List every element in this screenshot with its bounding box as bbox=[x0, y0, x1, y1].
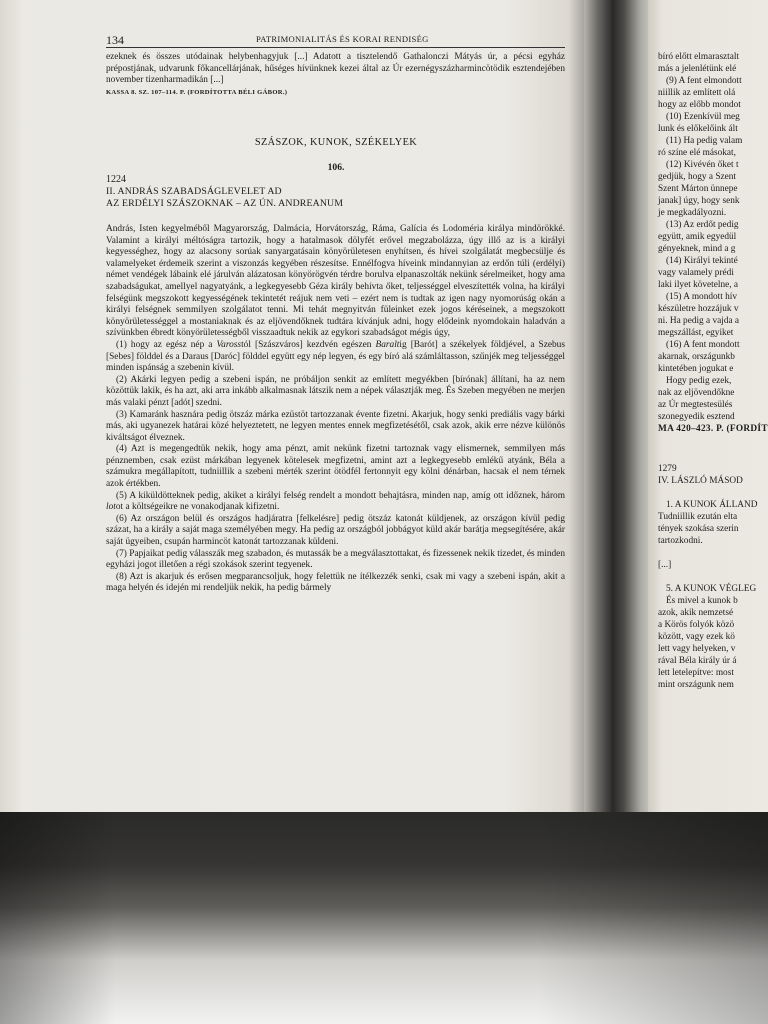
right-page-line: (9) A fent elmondott bbox=[666, 76, 742, 86]
p5-unit: lot bbox=[106, 502, 116, 513]
page-number: 134 bbox=[106, 33, 124, 47]
right-page-line: tények szokása szerin bbox=[658, 524, 739, 534]
right-page-line: bíró előtt elmarasztalt bbox=[658, 52, 740, 62]
paragraph-1 bbox=[106, 340, 565, 375]
right-page-line: (14) Királyi tekinté bbox=[666, 256, 738, 266]
header-rule bbox=[106, 47, 565, 48]
right-page-line: (12) Kivévén őket t bbox=[666, 160, 739, 170]
right-page-line: És mivel a kunok b bbox=[666, 596, 738, 606]
right-page-line: (11) Ha pedig valam bbox=[666, 136, 743, 146]
right-page-line: között, vagy ezek kö bbox=[658, 632, 735, 642]
right-page-line: kintetében jogukat e bbox=[658, 364, 734, 374]
document-number: 106. bbox=[327, 162, 345, 173]
right-page-line: nak az eljövendőkne bbox=[658, 388, 735, 398]
source-citation: KASSA 8. SZ. 107–114. P. (FORDÍTOTTA BÉLI GÁBOR.) bbox=[106, 88, 288, 96]
p1-place-2: Baralt bbox=[375, 339, 400, 350]
p1-pre: (1) hogy az egész nép a bbox=[116, 339, 217, 350]
paragraph-6: (6) Az országon belül és országos hadjáratra [felkelésre] pedig ötszáz katonát küldjenek, az országon kívül pedig százat, ha a király a saját maga személyében megy. Ha pedig az országból jobbágyot küld akár barátja megsegítésére, akár saját ügyeiben, csupán harmincöt katonát tartozzanak küldeni. bbox=[106, 513, 565, 548]
document-title-line-1: II. ANDRÁS SZABADSÁGLEVELET AD bbox=[106, 186, 282, 197]
running-head-title: PATRIMONIALITÁS ÉS KORAI RENDISÉG bbox=[256, 34, 429, 44]
right-page-line: szonegyedik esztend bbox=[658, 412, 735, 422]
right-page-line: 5. A KUNOK VÉGLEG bbox=[666, 584, 757, 594]
right-page-line: azok, akik nemzetsé bbox=[658, 608, 734, 618]
document-year: 1224 bbox=[106, 174, 126, 185]
p1-place-1: Vaross bbox=[216, 339, 242, 350]
right-page-line: akarnak, országunkb bbox=[658, 352, 735, 362]
document-title bbox=[106, 186, 566, 210]
right-page-line: más a jelenlétünk elé bbox=[658, 64, 737, 74]
paragraph-2: (2) Akárki legyen pedig a szebeni ispán, ne próbáljon senkit az említett megyékben [bírónak] állítani, ha az nem közöttük lakik, és ha azt, aki arra inkább alkalmasnak látszik nem a népek választják meg. És Szeben megyében ne merjen más valaki pénzt [adót] szedni. bbox=[106, 374, 565, 408]
right-page-line: készületre hozzájuk v bbox=[658, 304, 739, 314]
body-text bbox=[106, 224, 565, 595]
right-page-line: MA 420–423. P. (FORDÍT bbox=[658, 424, 768, 434]
p1-mid: tól [Szászváros] kezdvén egészen bbox=[241, 339, 376, 350]
right-page-line: IV. LÁSZLÓ MÁSOD bbox=[658, 476, 743, 486]
right-page-line: Szent Márton ünnepe bbox=[658, 184, 738, 194]
right-page-line: Tudniillik ezután elta bbox=[658, 512, 738, 522]
book-gutter bbox=[584, 0, 656, 812]
right-page-line: gedjük, hogy a Szent bbox=[658, 172, 736, 182]
right-page-line: (15) A mondott hív bbox=[666, 292, 738, 302]
right-page bbox=[648, 0, 768, 812]
right-page-line: ró színe elé másokat, bbox=[658, 148, 736, 158]
right-page-line: (13) Az erdőt pedig bbox=[666, 220, 739, 230]
right-page-line: janak] úgy, hogy senk bbox=[658, 196, 740, 206]
p5-pre: (5) A kiküldötteknek pedig, akiket a királyi felség rendelt a mondott behajtásra, minden nap, amíg ott időznek, három bbox=[116, 490, 565, 501]
right-page-line: je megkadályozni. bbox=[658, 208, 727, 218]
p5-post: ot a költségeikre ne vonakodjanak kifizetni. bbox=[115, 502, 280, 513]
right-page-line: laki ilyet követelne, a bbox=[658, 280, 739, 290]
right-page-line: 1279 bbox=[658, 464, 677, 474]
right-page-line: 1. A KUNOK ÁLLAND bbox=[666, 500, 758, 510]
right-page-line: Hogy pedig ezek, bbox=[666, 376, 732, 386]
document-title-line-2: AZ ERDÉLYI SZÁSZOKNAK – AZ ÚN. ANDREANUM bbox=[106, 197, 344, 209]
section-title: SZÁSZOK, KUNOK, SZÉKELYEK bbox=[254, 137, 418, 148]
scanner-bed-edge bbox=[0, 812, 768, 1024]
right-page-line: niillik az említett olá bbox=[658, 88, 736, 98]
right-page-line: megszállást, egyiket bbox=[658, 328, 734, 338]
continued-text: ezeknek és összes utódainak helybenhagyjuk [...] Adatott a tisztelendő Gathalonczi Mátyás úr, a pécsi egyház prépostjának, udvarunk főkancellárjának, hűséges hívünknek kezei által az Úr ezernégyszázharmincötödik esztendejében november tizenharmadikán [...] bbox=[106, 52, 565, 86]
right-page-line: (10) Ezenkívül meg bbox=[666, 112, 740, 122]
right-page-line: lett vagy helyeken, v bbox=[658, 644, 736, 654]
paragraph-4: (4) Azt is megengedtük nekik, hogy ama pénzt, amit nekünk fizetni tartoznak vagy elismernek, semmilyen más pénznemben, csak ezüst márkában legyenek kötelesek megfizetni, amint azt a legkegyesebb emlékű atyánk, Béla a számukra megállapított, tudniillik a szebeni mérték szerint ötödfél fertonnyit egy kölni dénárban, hacsak el nem térnek azok értékben. bbox=[106, 444, 565, 490]
paragraph-5 bbox=[106, 491, 565, 514]
paragraph-8: (8) Azt is akarjuk és erősen megparancsoljuk, hogy felettük ne ítélkezzék senki, csak mi vagy a szebeni ispán, akit a maga helyén és idején mi rendeljük nekik, ha pedig bármely bbox=[106, 571, 565, 594]
right-page-line: az Úr megtestesülés bbox=[658, 400, 733, 410]
continued-text-block bbox=[106, 52, 565, 98]
right-page-line: (16) A fent mondott bbox=[666, 340, 740, 350]
right-page-line: tartozkodni. bbox=[658, 536, 703, 546]
right-page-line: lett letelepítve: most bbox=[658, 668, 734, 678]
intro-paragraph: András, Isten kegyelméből Magyarország, Dalmácia, Horvátország, Ráma, Galícia és Lodoméria királya mindörökké. Valamint a királyi méltóságra tartozik, hogy a hatalmasok dölyfét erővel megzabolázza, úgy illő az is a királyi kegyességhez, hogy az alacsony sorúak sanyargatásain könyörületesen enyhítsen, és hívei szolgálatát megbecsülje és valamelyeket érdemeik szerint a viszonzás kegyében részesítse. Ennélfogva híveink mindannyian az erdőn túli (erdélyi) német vendégek lábaink elé járulván alázatosan könyörögvén térdre borulva elpanaszolták nekünk sérelmeiket, hogy ama szabadságukat, amellyel nagyatyánk, a legkegyesebb Géza király behívta őket, teljességgel elveszítették volna, ha királyi felségünk megszokott kegyességének tekintetét reájuk nem veti – ezért nem is tudtak az igen nagy nyomorúság okán a királyi felségnek semmilyen szolgálatot tenni. Mi tehát megnyitván füleinket ezek jogos kéréseinek, a megszokott könyörületességgel a mostaniaknak és az eljövendőknek tudtára kívánjuk adni, hogy elődeink nyomdokain haladván a szívünkben ébredt könyörületességből visszaadtuk nekik az egykori szabadságot mégis úgy, bbox=[106, 224, 565, 339]
right-page-line: együtt, amik egyedül bbox=[658, 232, 737, 242]
right-page-line: rával Béla király úr á bbox=[658, 656, 737, 666]
right-page-line: mint országunk nem bbox=[658, 680, 734, 690]
right-page-line: lunk és előkelőink ált bbox=[658, 124, 738, 134]
paragraph-3: (3) Kamaránk hasznára pedig ötszáz márka ezüstöt tartozzanak évente fizetni. Akarjuk, hogy senki prediális vagy bárki más, aki ugyanezek határai közé helyeztetett, ne legyen mentes ennek megfizetésétől, csak azok, akik erre nézve különös kiváltságot élveznek. bbox=[106, 409, 565, 443]
right-page-line: vagy valamely prédi bbox=[658, 268, 734, 278]
scanner-shadow bbox=[0, 812, 768, 1024]
right-page-line: [...] bbox=[658, 560, 672, 570]
right-page-line: a Körös folyók közö bbox=[658, 620, 735, 630]
p1-post: ig [Barót] a székelyek földjével, a Szebus [Sebes] földdel és a Daraus [Daróc] földdel együtt egy nép legyen, és egy bíró alá számláltasson, szűnjék meg teljességgel minden ispánság a szebenin kívül. bbox=[106, 339, 565, 374]
right-page-line: ni. Ha pedig a vajda a bbox=[658, 316, 740, 326]
right-page-line: hogy az előbb mondot bbox=[658, 100, 741, 110]
right-page-line: gényeknek, mind a g bbox=[658, 244, 736, 254]
paragraph-7: (7) Papjaikat pedig válasszák meg szabadon, és mutassák be a megválasztottakat, és fizessenek nekik tizedet, és minden egyházi jogot illetően a régi szokások szerint tegyenek. bbox=[106, 548, 565, 571]
